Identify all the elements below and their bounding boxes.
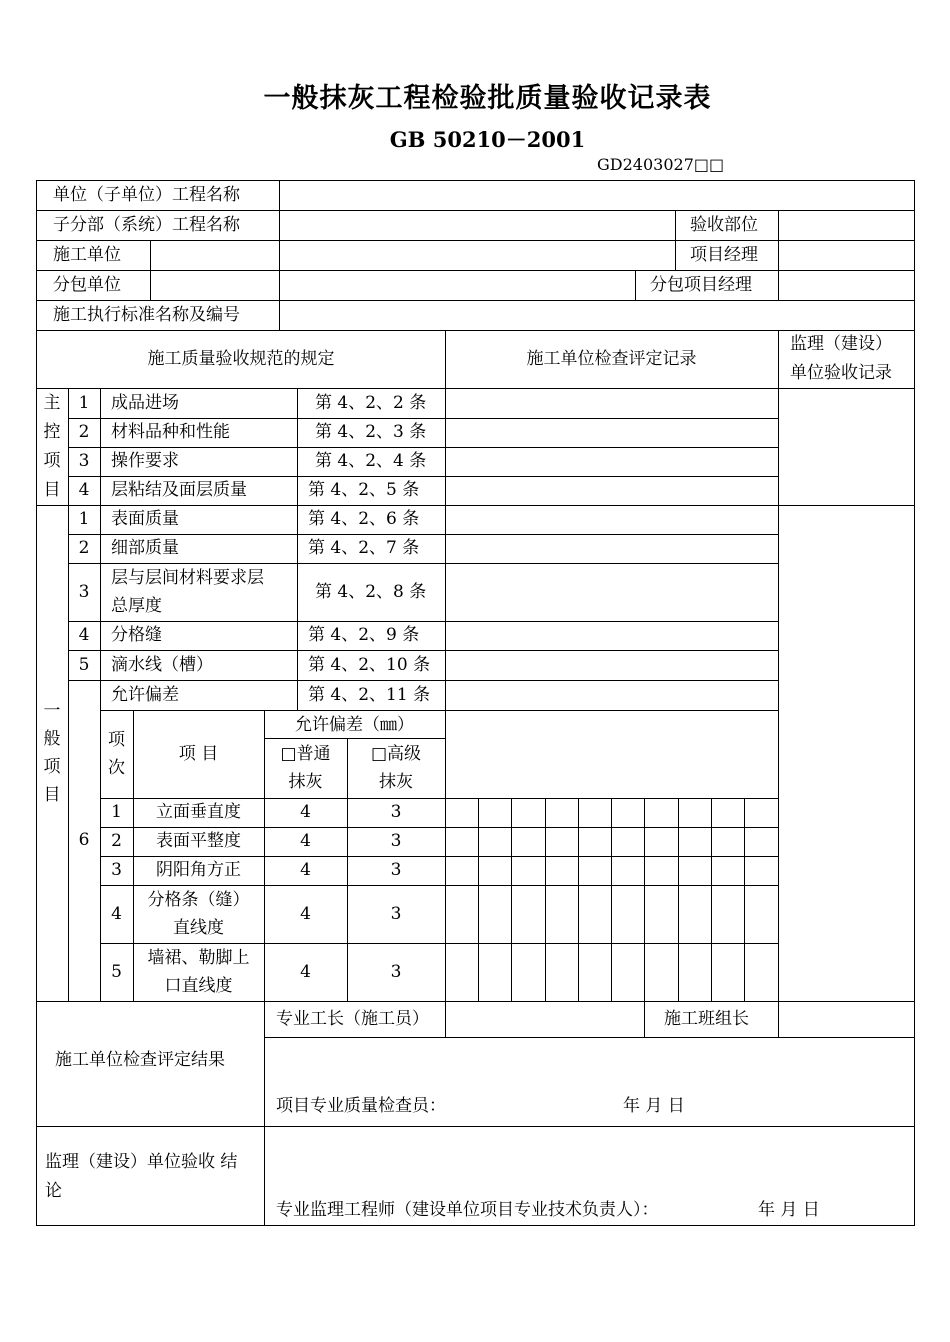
deviation-row-normal: 4 <box>300 802 311 822</box>
general-item-name: 表面质量 <box>111 509 179 529</box>
general-items-label-char: 目 <box>43 785 61 805</box>
engineer-label: 专业监理工程师（建设单位项目专业技术负责人）： <box>276 1200 659 1220</box>
main-item-clause: 第 4、2、3 条 <box>315 422 427 442</box>
main-item-no: 4 <box>78 480 90 500</box>
general-item-clause: 第 4、2、7 条 <box>308 538 420 558</box>
deviation-row-normal: 4 <box>300 831 311 851</box>
deviation-row-high: 3 <box>390 962 402 982</box>
inspector-label: 项目专业质量检查员： <box>276 1096 446 1116</box>
general-item-clause: 第 4、2、6 条 <box>308 509 420 529</box>
supervisor-column-header-2: 单位验收记录 <box>790 363 892 383</box>
acceptance-part-label: 验收部位 <box>690 215 758 235</box>
general-items-label-char: 项 <box>43 757 61 777</box>
standard-code: GB 50210－2001 <box>389 127 586 152</box>
deviation-header-high-1: □高级 <box>370 744 422 764</box>
result-label: 施工单位检查评定结果 <box>55 1050 225 1070</box>
main-item-no: 1 <box>78 393 90 413</box>
conclusion-date: 年 月 日 <box>758 1200 820 1220</box>
form-title: 一般抹灰工程检验批质量验收记录表 <box>263 83 712 114</box>
conclusion-label-line2: 论 <box>45 1181 62 1201</box>
general-item-no: 1 <box>78 509 90 529</box>
main-item-no: 3 <box>78 451 90 471</box>
main-items-label-char: 控 <box>43 422 61 442</box>
standard-name-label: 施工执行标准名称及编号 <box>53 305 240 325</box>
general-item-name-line1: 层与层间材料要求层 <box>111 568 264 588</box>
deviation-header-allow: 允许偏差（㎜） <box>295 715 414 735</box>
main-item-clause: 第 4、2、4 条 <box>315 451 427 471</box>
deviation-header-high-2: 抹灰 <box>379 772 413 792</box>
general-item-name: 滴水线（槽） <box>111 655 213 675</box>
main-item-no: 2 <box>78 422 90 442</box>
deviation-item-clause: 第 4、2、11 条 <box>308 685 431 705</box>
main-items-label-char: 目 <box>43 480 61 500</box>
main-item-clause: 第 4、2、5 条 <box>308 480 420 500</box>
deviation-row-no: 4 <box>111 904 122 924</box>
deviation-row-name-line2: 口直线度 <box>164 976 233 996</box>
deviation-row-normal: 4 <box>300 904 311 924</box>
deviation-item-no: 6 <box>78 830 90 850</box>
deviation-row-high: 3 <box>390 904 402 924</box>
deviation-row-normal: 4 <box>300 962 311 982</box>
general-item-no: 4 <box>78 625 90 645</box>
deviation-row-name: 阴阳角方正 <box>156 860 241 880</box>
unit-project-name-label: 单位（子单位）工程名称 <box>53 185 240 205</box>
main-item-name: 材料品种和性能 <box>111 422 230 442</box>
deviation-header-normal-1: □普通 <box>280 744 331 764</box>
subcontract-manager-label: 分包项目经理 <box>650 275 752 295</box>
general-item-name: 分格缝 <box>111 625 162 645</box>
deviation-row-no: 5 <box>111 962 122 982</box>
construction-unit-label: 施工单位 <box>53 245 121 265</box>
deviation-item-name: 允许偏差 <box>111 685 179 705</box>
general-item-name: 细部质量 <box>111 538 179 558</box>
form-number: GD2403027□□ <box>597 155 725 174</box>
deviation-row-name-line1: 墙裙、勒脚上 <box>147 948 250 968</box>
project-manager-label: 项目经理 <box>690 245 758 265</box>
main-item-name: 成品进场 <box>111 393 179 413</box>
supervisor-column-header-1: 监理（建设） <box>790 334 892 354</box>
result-date: 年 月 日 <box>623 1096 685 1116</box>
general-item-clause: 第 4、2、8 条 <box>315 582 427 602</box>
deviation-header-seq-1: 项 <box>108 730 125 750</box>
deviation-header-seq-2: 次 <box>108 758 125 778</box>
deviation-row-normal: 4 <box>300 860 311 880</box>
deviation-row-name: 立面垂直度 <box>156 802 241 822</box>
general-item-name-line2: 总厚度 <box>111 596 162 616</box>
spec-column-header: 施工质量验收规范的规定 <box>147 349 335 369</box>
deviation-row-no: 1 <box>111 802 122 822</box>
foreman-label: 专业工长（施工员） <box>276 1009 429 1029</box>
deviation-row-high: 3 <box>390 831 402 851</box>
general-items-label-char: 般 <box>43 729 61 749</box>
team-leader-label: 施工班组长 <box>664 1009 749 1029</box>
deviation-row-high: 3 <box>390 860 402 880</box>
general-item-no: 3 <box>78 582 90 602</box>
deviation-row-no: 2 <box>111 831 122 851</box>
main-item-name: 层粘结及面层质量 <box>111 480 247 500</box>
subdivision-name-label: 子分部（系统）工程名称 <box>53 215 240 235</box>
general-item-clause: 第 4、2、9 条 <box>308 625 420 645</box>
main-items-label-char: 主 <box>43 393 61 413</box>
deviation-header-item: 项 目 <box>178 744 219 764</box>
general-item-clause: 第 4、2、10 条 <box>308 655 431 675</box>
main-item-name: 操作要求 <box>111 451 179 471</box>
subcontract-unit-label: 分包单位 <box>53 275 121 295</box>
general-item-no: 5 <box>78 655 90 675</box>
conclusion-label-line1: 监理（建设）单位验收 结 <box>45 1152 238 1172</box>
deviation-row-name-line2: 直线度 <box>173 918 224 938</box>
general-items-label-char: 一 <box>43 701 61 721</box>
general-item-no: 2 <box>78 538 90 558</box>
deviation-row-name-line1: 分格条（缝） <box>147 890 250 910</box>
record-column-header: 施工单位检查评定记录 <box>526 349 697 369</box>
deviation-header-normal-2: 抹灰 <box>288 772 323 792</box>
deviation-row-no: 3 <box>111 860 122 880</box>
deviation-row-high: 3 <box>390 802 402 822</box>
deviation-row-name: 表面平整度 <box>156 831 241 851</box>
main-items-label-char: 项 <box>43 451 61 471</box>
main-item-clause: 第 4、2、2 条 <box>315 393 427 413</box>
